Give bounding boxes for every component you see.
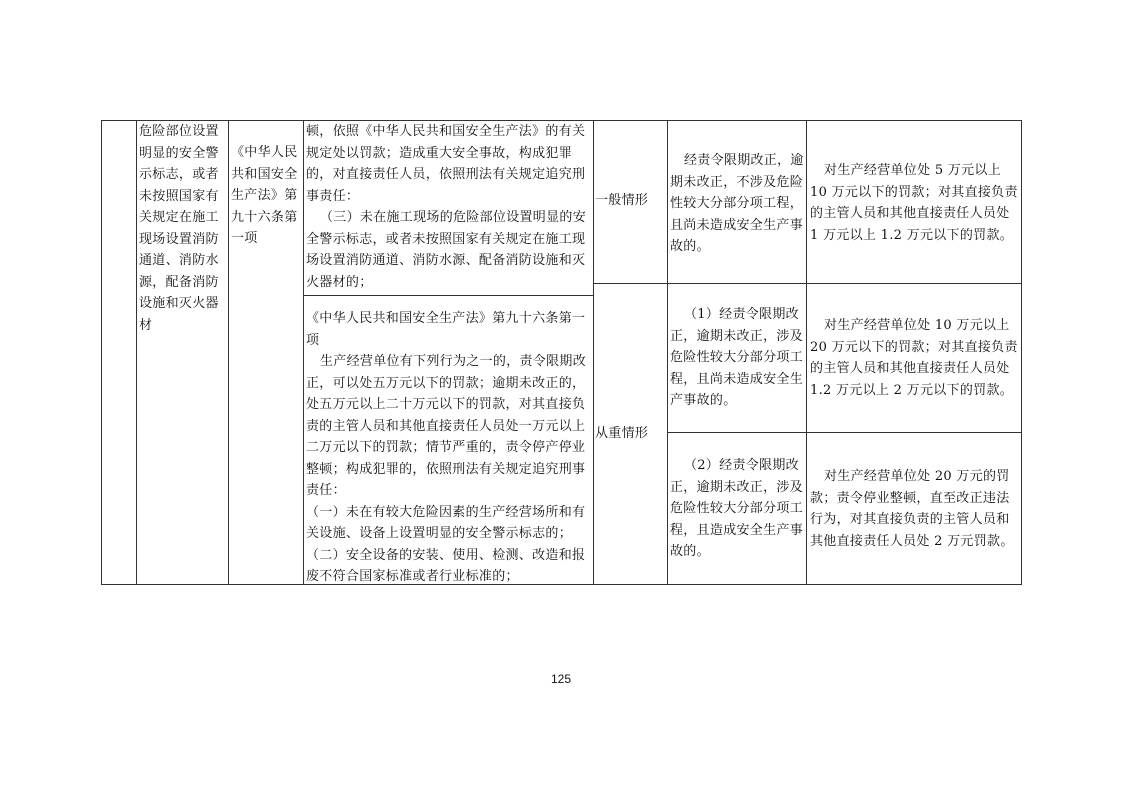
row-line-col3 — [303, 295, 594, 296]
row-line-1 — [593, 283, 1022, 284]
penalty-table — [101, 120, 1022, 585]
level-general: 一般情形 — [595, 193, 649, 208]
legal-provision-lower-item-2: （二）安全设备的安装、使用、检测、改造和报废不符合国家标准或者行业标准的； — [306, 547, 586, 584]
legal-provision-lower-item-1: （一）未在有较大危险因素的生产经营场所和有关设施、设备上设置明显的安全警示标志的； — [306, 504, 586, 541]
penalty-aggravated-1: 对生产经营单位处 10 万元以上 20 万元以下的罚款；对其直接负责的主管人员和其他直接责任人员处 1.2 万元以上 2 万元以下的罚款。 — [810, 318, 1018, 398]
legal-provision-lower — [306, 308, 592, 588]
col-line-6 — [806, 120, 807, 585]
col-line-5 — [667, 120, 668, 585]
condition-general: 经责令限期改正，逾期未改正，不涉及危险性较大分部分项工程，且尚未造成安全生产事故的。 — [670, 153, 804, 254]
level-aggravated: 从重情形 — [595, 426, 649, 441]
legal-provision-lower-para-1: 生产经营单位有下列行为之一的，责令限期改正，可以处五万元以下的罚款；逾期未改正的，处五万元以上二十万元以下的罚款，对其直接负责的主管人员和其他直接责任人员处一万元以上二万元以下的罚款；情节严重的，责令停产停业整顿；构成犯罪的，依照刑法有关规定追究刑事责任： — [306, 354, 587, 498]
col-line-3 — [303, 120, 304, 585]
penalty-general: 对生产经营单位处 5 万元以上 10 万元以下的罚款；对其直接负责的主管人员和其他直接责任人员处 1 万元以上 1.2 万元以下的罚款。 — [810, 163, 1018, 243]
legal-provision-upper-para-2: （三）未在施工现场的危险部位设置明显的安全警示标志，或者未按照国家有关规定在施工现场设置消防通道、消防水源、配备消防设施和灭火器材的； — [306, 210, 587, 290]
legal-provision-upper — [306, 121, 592, 293]
col-line-4 — [593, 120, 594, 585]
table-border-left — [101, 120, 102, 585]
condition-aggravated-2: （2）经责令限期改正，逾期未改正，涉及危险性较大分部分项工程，且造成安全生产事故的。 — [670, 458, 804, 559]
legal-provision-upper-para-1: 顿，依照《中华人民共和国安全生产法》的有关规定处以罚款；造成重大安全事故，构成犯罪的，对直接责任人员，依照刑法有关规定追究刑事责任： — [306, 124, 586, 204]
violation-behavior: 危险部位设置明显的安全警示标志，或者未按照国家有关规定在施工现场设置消防通道、消防水源，配备消防设施和灭火器材 — [139, 124, 219, 333]
legal-provision-lower-title: 《中华人民共和国安全生产法》第九十六条第一项 — [306, 311, 586, 348]
penalty-aggravated-2: 对生产经营单位处 20 万元的罚款；责令停业整顿，直至改正违法行为，对其直接负责的主管人员和其他直接责任人员处 2 万元罚款。 — [810, 469, 1014, 549]
col-line-2 — [228, 120, 229, 585]
page-number: 125 — [550, 672, 572, 686]
row-line-2 — [667, 432, 1022, 433]
legal-basis: 《中华人民共和国安全生产法》第九十六条第一项 — [231, 145, 298, 246]
col-line-1 — [136, 120, 137, 585]
table-border-right — [1021, 120, 1022, 585]
condition-aggravated-1: （1）经责令限期改正，逾期未改正，涉及危险性较大分部分项工程，且尚未造成安全生产事故的。 — [670, 307, 804, 408]
